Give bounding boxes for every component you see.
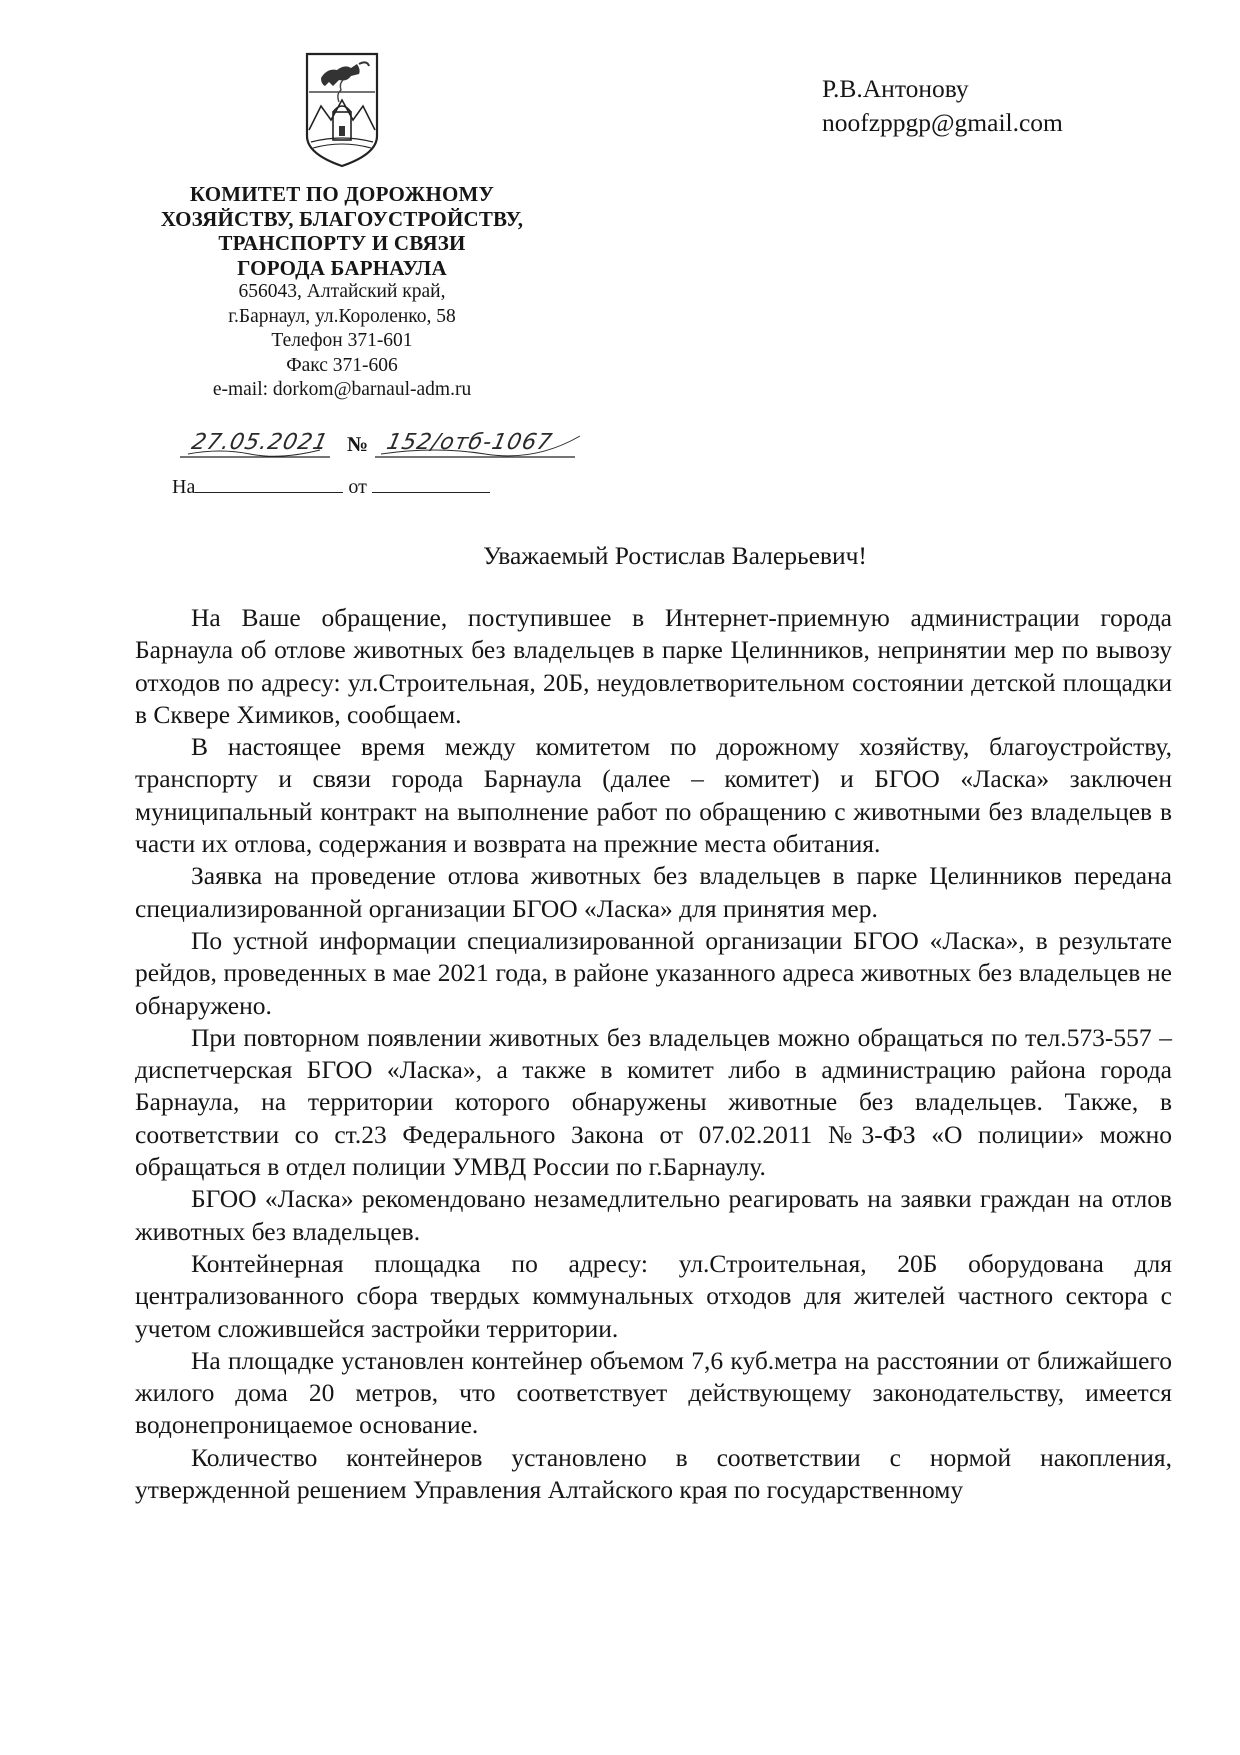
body-paragraph: Количество контейнеров установлено в соответствии с нормой накопления, утвержденной решением Управления Алтайского края по государственному	[135, 1442, 1172, 1505]
sender-phone: Телефон 371-601	[271, 330, 413, 351]
sender-block	[150, 182, 534, 403]
sender-fax: Факс 371-606	[286, 354, 398, 376]
recipient-email: noofzppgp@gmail.com	[822, 108, 1063, 137]
body-paragraph: По устной информации специализированной организации БГОО «Ласка», в результате рейдов, проведенных в мае 2021 года, в районе указанного адреса животных без владельцев не обнаружено.	[135, 925, 1172, 1020]
date-underline	[180, 424, 340, 464]
number-sign: №	[347, 432, 369, 456]
barnaul-coat-of-arms-icon	[303, 50, 381, 170]
registration-line	[180, 424, 600, 464]
reference-line	[172, 474, 490, 499]
recipient-name: Р.В.Антонову	[822, 74, 969, 103]
sender-street-address: г.Барнаул, ул.Короленко, 58	[228, 305, 456, 327]
org-name-line: ГОРОДА БАРНАУЛА	[237, 255, 447, 280]
registration-date	[180, 424, 340, 464]
registration-number-handwritten: 152/отб-1067	[384, 430, 555, 455]
letter-body	[135, 602, 1172, 1506]
sender-email: e-mail: dorkom@barnaul-adm.ru	[212, 379, 472, 400]
recipient-block	[822, 72, 1063, 140]
reference-prefix: На	[172, 476, 196, 498]
body-paragraph: На Ваше обращение, поступившее в Интернет-приемную администрации города Барнаула об отлове животных без владельцев в парке Целинников, непринятии мер по вывозу отходов по адресу: ул.Строительная, 20Б, неудовлетворительном состоянии детской площадки в Сквере Химиков, сообщаем.	[135, 603, 1172, 729]
org-name-line: ХОЗЯЙСТВУ, БЛАГОУСТРОЙСТВУ,	[160, 206, 524, 231]
number-underline	[375, 424, 595, 464]
body-paragraph: В настоящее время между комитетом по дорожному хозяйству, благоустройству, транспорту и связи города Барнаула (далее – комитет) и БГОО «Ласка» заключен муниципальный контракт на выполнение работ по обращению с животными без владельцев в части их отлова, содержания и возврата на прежние места обитания.	[135, 732, 1172, 859]
org-name-line: КОМИТЕТ ПО ДОРОЖНОМУ	[189, 182, 495, 206]
org-name-line: ТРАНСПОРТУ И СВЯЗИ	[218, 231, 466, 255]
sender-postal-address: 656043, Алтайский край,	[238, 281, 446, 302]
registration-date-handwritten: 27.05.2021	[189, 430, 331, 455]
reference-number-blank	[195, 474, 343, 493]
body-paragraph: Заявка на проведение отлова животных без владельцев в парке Целинников передана специализированной организации БГОО «Ласка» для принятия мер.	[135, 861, 1172, 923]
body-paragraph: Контейнерная площадка по адресу: ул.Строительная, 20Б оборудована для централизованного сбора твердых коммунальных отходов для жителей частного сектора с учетом сложившейся застройки территории.	[135, 1248, 1172, 1343]
body-paragraph: На площадке установлен контейнер объемом 7,6 куб.метра на расстоянии от ближайшего жилого дома 20 метров, что соответствует действующему законодательству, имеется водонепроницаемое основание.	[135, 1345, 1172, 1440]
body-paragraph: БГОО «Ласка» рекомендовано незамедлительно реагировать на заявки граждан на отлов животных без владельцев.	[135, 1184, 1172, 1246]
salutation: Уважаемый Ростислав Валерьевич!	[483, 541, 867, 570]
reference-from-label: от	[348, 476, 367, 498]
reference-date-blank	[372, 474, 490, 493]
body-paragraph: При повторном появлении животных без владельцев можно обращаться по тел.573-557 – диспетчерская БГОО «Ласка», а также в комитет либо в администрацию района города Барнаула, на территории которого обнаружены животные без владельцев. Также, в соответствии со ст.23 Федерального Закона от 07.02.2011 №3-ФЗ «О полиции» можно обращаться в отдел полиции УМВД России по г.Барнаулу.	[135, 1022, 1172, 1182]
registration-number	[375, 424, 595, 464]
